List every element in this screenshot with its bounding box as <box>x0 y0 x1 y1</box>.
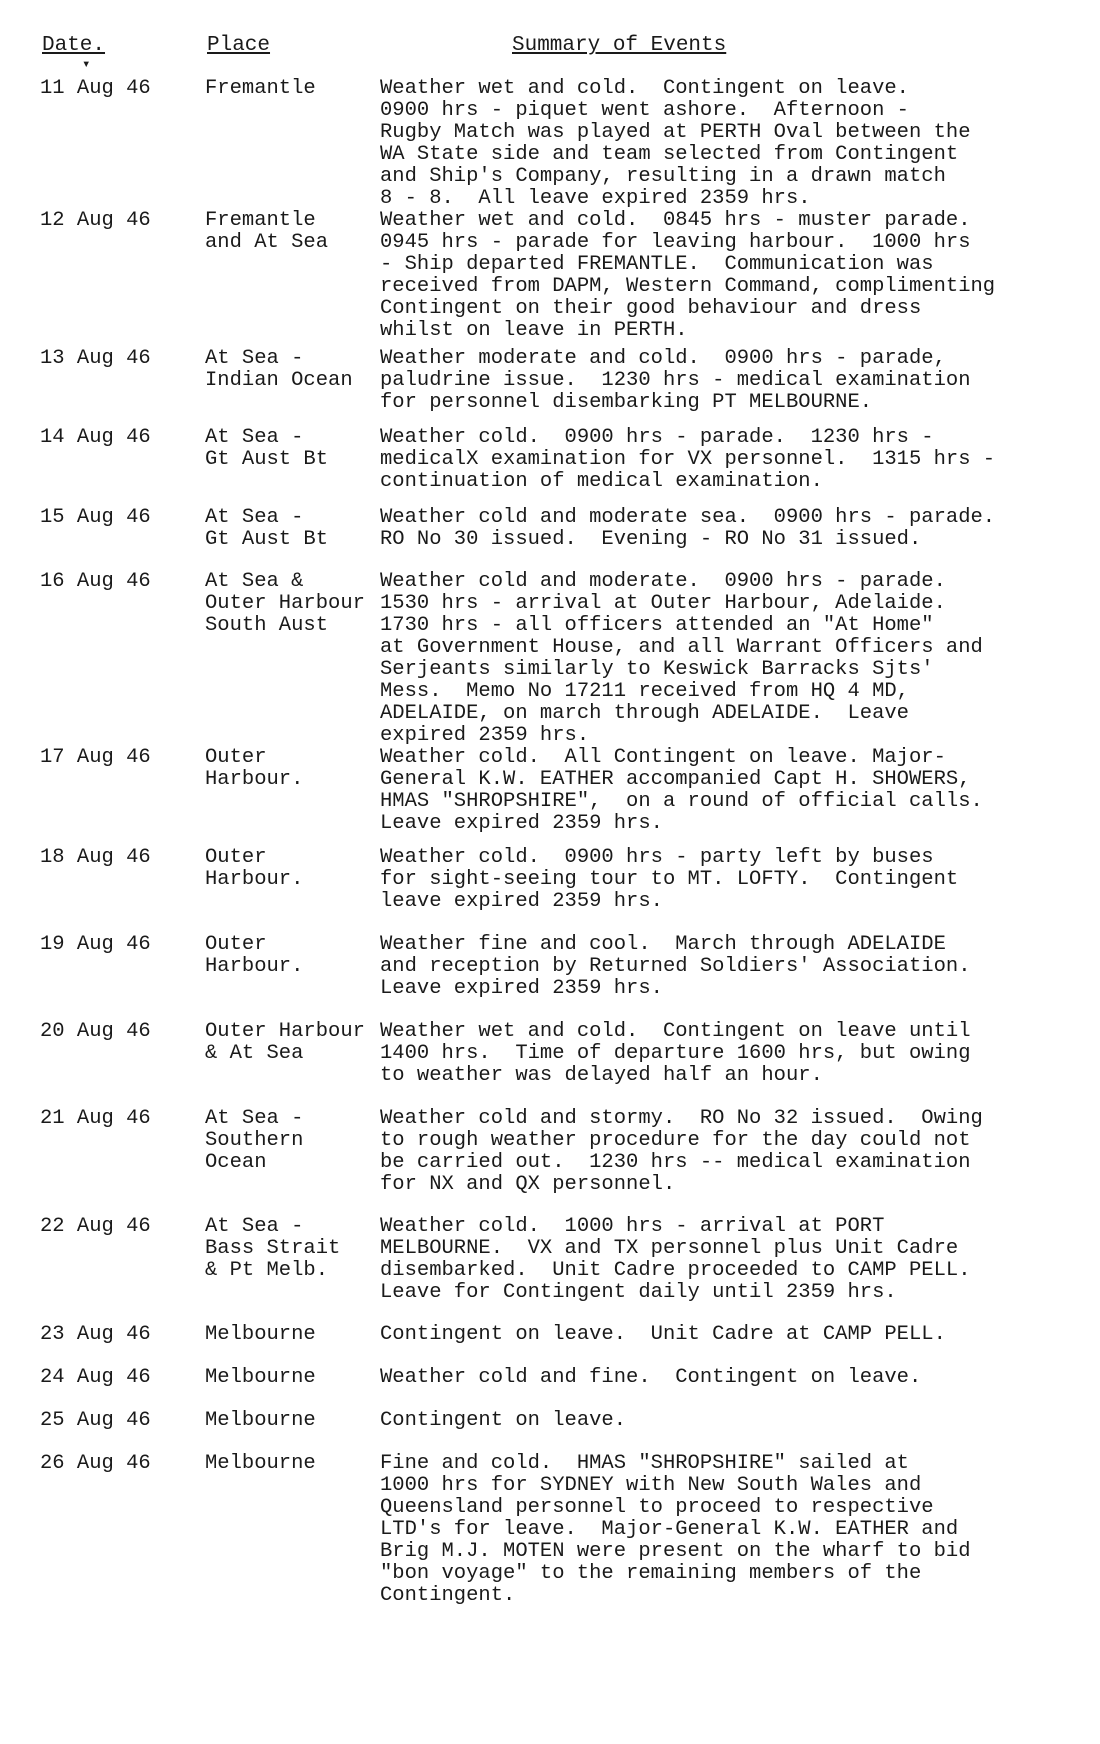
date-column-header: Date. <box>42 34 106 57</box>
diary-entry <box>0 1324 1100 1367</box>
entry-place: Outer Harbour. <box>205 846 304 891</box>
entry-date: 12 Aug 46 <box>40 209 151 232</box>
entry-place: Outer Harbour & At Sea <box>205 1020 365 1065</box>
entry-date: 15 Aug 46 <box>40 506 151 529</box>
entry-place: At Sea - Gt Aust Bt <box>205 506 329 551</box>
entry-summary: Weather moderate and cold. 0900 hrs - parade, paludrine issue. 1230 hrs - medical examination for personnel disembarking PT MELBOURNE. <box>380 347 971 414</box>
entry-summary: Weather cold. 0900 hrs - parade. 1230 hrs - medicalX examination for VX personnel. 1315 hrs - continuation of medical examination. <box>380 426 996 493</box>
diary-entry <box>0 1216 1100 1324</box>
entry-date: 25 Aug 46 <box>40 1409 151 1432</box>
entry-date: 11 Aug 46 <box>40 77 151 100</box>
column-header-row <box>0 34 1100 62</box>
entry-date: 26 Aug 46 <box>40 1452 151 1475</box>
diary-entry <box>0 747 1100 847</box>
entry-date: 17 Aug 46 <box>40 746 151 769</box>
entry-summary: Weather fine and cool. March through ADELAIDE and reception by Returned Soldiers' Association. Leave expired 2359 hrs. <box>380 933 971 1000</box>
entry-place: Melbourne <box>205 1409 316 1432</box>
entry-summary: Weather wet and cold. Contingent on leave until 1400 hrs. Time of departure 1600 hrs, but owing to weather was delayed half an hour. <box>380 1020 971 1087</box>
entry-summary: Weather cold and stormy. RO No 32 issued. Owing to rough weather procedure for the day could not be carried out. 1230 hrs -- medical examination for NX and QX personnel. <box>380 1107 983 1196</box>
place-column-header: Place <box>207 34 271 57</box>
entry-date: 20 Aug 46 <box>40 1020 151 1043</box>
entry-place: At Sea - Indian Ocean <box>205 347 353 392</box>
diary-entry <box>0 571 1100 747</box>
entry-date: 24 Aug 46 <box>40 1366 151 1389</box>
diary-entry <box>0 847 1100 934</box>
entry-place: Melbourne <box>205 1366 316 1389</box>
entry-summary: Weather wet and cold. Contingent on leave. 0900 hrs - piquet went ashore. Afternoon - Rugby Match was played at PERTH Oval between the WA State side and team selected from Contingent and Ship's Company, resulting in a drawn match 8 - 8. All leave expired 2359 hrs. <box>380 77 971 210</box>
entry-summary: Contingent on leave. Unit Cadre at CAMP PELL. <box>380 1323 946 1346</box>
diary-entry <box>0 1367 1100 1410</box>
entry-summary: Contingent on leave. <box>380 1409 627 1432</box>
diary-entry <box>0 507 1100 571</box>
diary-entry <box>0 934 1100 1021</box>
entry-place: At Sea - Gt Aust Bt <box>205 426 329 471</box>
entry-summary: Weather cold and moderate. 0900 hrs - parade. 1530 hrs - arrival at Outer Harbour, Adelaide. 1730 hrs - all officers attended an "At Home" at Government House, and all Warrant Officers and Serjeants similarly to Keswick Barracks Sjts' Mess. Memo No 17211 received from HQ 4 MD, ADELAIDE, on march through ADELAIDE. Leave expired 2359 hrs. <box>380 570 983 747</box>
entry-date: 21 Aug 46 <box>40 1107 151 1130</box>
entry-place: Fremantle and At Sea <box>205 209 329 254</box>
tick-mark-icon: ▾ <box>82 57 91 73</box>
diary-entry <box>0 78 1100 210</box>
entry-place: Melbourne <box>205 1323 316 1346</box>
diary-entries <box>0 78 1100 1613</box>
entry-summary: Weather cold. 0900 hrs - party left by buses for sight-seeing tour to MT. LOFTY. Contingent leave expired 2359 hrs. <box>380 846 959 913</box>
diary-entry <box>0 210 1100 348</box>
diary-entry <box>0 1108 1100 1216</box>
entry-date: 13 Aug 46 <box>40 347 151 370</box>
diary-entry <box>0 1453 1100 1613</box>
diary-entry <box>0 1021 1100 1108</box>
entry-place: At Sea - Bass Strait & Pt Melb. <box>205 1215 341 1282</box>
summary-column-header: Summary of Events <box>512 34 727 57</box>
entry-summary: Weather cold and fine. Contingent on leave. <box>380 1366 922 1389</box>
diary-entry <box>0 1410 1100 1453</box>
entry-place: At Sea - Southern Ocean <box>205 1107 304 1174</box>
entry-summary: Weather cold. All Contingent on leave. Major- General K.W. EATHER accompanied Capt H. SHOWERS, HMAS "SHROPSHIRE", on a round of official calls. Leave expired 2359 hrs. <box>380 746 983 835</box>
entry-date: 14 Aug 46 <box>40 426 151 449</box>
entry-summary: Weather cold. 1000 hrs - arrival at PORT MELBOURNE. VX and TX personnel plus Unit Cadre disembarked. Unit Cadre proceeded to CAMP PELL. Leave for Contingent daily until 2359 hrs. <box>380 1215 971 1304</box>
entry-date: 23 Aug 46 <box>40 1323 151 1346</box>
entry-summary: Fine and cold. HMAS "SHROPSHIRE" sailed at 1000 hrs for SYDNEY with New South Wales and Queensland personnel to proceed to respective LTD's for leave. Major-General K.W. EATHER and Brig M.J. MOTEN were present on the wharf to bid "bon voyage" to the remaining members of the Contingent. <box>380 1452 971 1607</box>
entry-date: 19 Aug 46 <box>40 933 151 956</box>
entry-date: 18 Aug 46 <box>40 846 151 869</box>
entry-place: Fremantle <box>205 77 316 100</box>
diary-entry <box>0 348 1100 427</box>
entry-summary: Weather wet and cold. 0845 hrs - muster parade. 0945 hrs - parade for leaving harbour. 1000 hrs - Ship departed FREMANTLE. Communication was received from DAPM, Western Command, complimenting Contingent on their good behaviour and dress whilst on leave in PERTH. <box>380 209 996 342</box>
entry-date: 16 Aug 46 <box>40 570 151 593</box>
entry-place: At Sea & Outer Harbour South Aust <box>205 570 365 637</box>
entry-place: Outer Harbour. <box>205 933 304 978</box>
entry-summary: Weather cold and moderate sea. 0900 hrs - parade. RO No 30 issued. Evening - RO No 31 issued. <box>380 506 996 551</box>
entry-place: Outer Harbour. <box>205 746 304 791</box>
diary-entry <box>0 427 1100 507</box>
entry-place: Melbourne <box>205 1452 316 1475</box>
entry-date: 22 Aug 46 <box>40 1215 151 1238</box>
